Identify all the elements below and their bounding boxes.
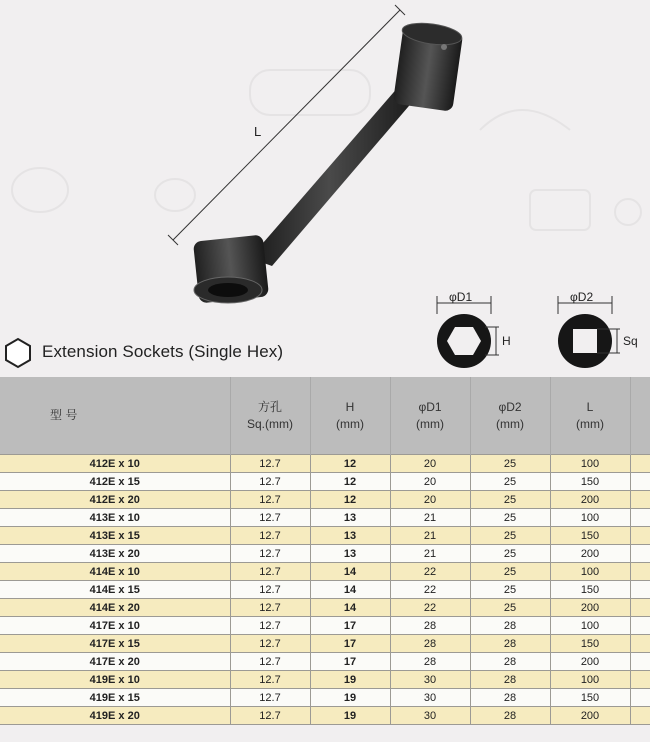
header-sq: 方孔 Sq.(mm) — [230, 377, 310, 455]
cell-l: 200 — [550, 653, 630, 671]
cell-l: 150 — [550, 527, 630, 545]
cell-model: 419E x 20 — [0, 707, 230, 725]
cell-d1: 22 — [390, 563, 470, 581]
table-row — [0, 617, 650, 635]
cell-l: 150 — [550, 689, 630, 707]
cell-sq: 12.7 — [230, 581, 310, 599]
cell-sq: 12.7 — [230, 527, 310, 545]
table-row — [0, 689, 650, 707]
cell-d1: 28 — [390, 617, 470, 635]
cell-d1: 21 — [390, 527, 470, 545]
hex-height-label: H — [502, 334, 511, 348]
cell-spacer — [630, 689, 650, 707]
section-title-text: Extension Sockets (Single Hex) — [42, 342, 284, 361]
cell-model: 414E x 20 — [0, 599, 230, 617]
cell-l: 100 — [550, 509, 630, 527]
background-watermark — [12, 70, 641, 230]
table-row — [0, 527, 650, 545]
cell-l: 100 — [550, 563, 630, 581]
cell-d2: 28 — [470, 635, 550, 653]
cell-sq: 12.7 — [230, 545, 310, 563]
cell-spacer — [630, 581, 650, 599]
cell-spacer — [630, 617, 650, 635]
cell-d1: 20 — [390, 473, 470, 491]
cell-spacer — [630, 599, 650, 617]
cell-sq: 12.7 — [230, 491, 310, 509]
cell-d1: 20 — [390, 491, 470, 509]
cell-sq: 12.7 — [230, 599, 310, 617]
cell-d1: 20 — [390, 455, 470, 473]
table-row — [0, 581, 650, 599]
cell-l: 150 — [550, 635, 630, 653]
hex-section-diagram — [437, 296, 499, 368]
square-size-label: Sq — [623, 334, 638, 348]
cell-model: 413E x 20 — [0, 545, 230, 563]
header-d2: φD2 (mm) — [470, 377, 550, 455]
cell-h: 12 — [310, 491, 390, 509]
header-d1: φD1 (mm) — [390, 377, 470, 455]
cell-d2: 25 — [470, 509, 550, 527]
header-h: H (mm) — [310, 377, 390, 455]
cell-l: 200 — [550, 707, 630, 725]
table-row — [0, 509, 650, 527]
cell-model: 417E x 10 — [0, 617, 230, 635]
cell-h: 17 — [310, 635, 390, 653]
header-model: 型 号 — [0, 377, 230, 455]
cell-model: 412E x 10 — [0, 455, 230, 473]
table-row — [0, 563, 650, 581]
cell-d2: 28 — [470, 617, 550, 635]
cell-spacer — [630, 671, 650, 689]
cell-sq: 12.7 — [230, 707, 310, 725]
cell-l: 100 — [550, 671, 630, 689]
cell-d2: 25 — [470, 455, 550, 473]
cell-model: 412E x 15 — [0, 473, 230, 491]
cell-h: 17 — [310, 653, 390, 671]
cell-spacer — [630, 491, 650, 509]
cell-spacer — [630, 455, 650, 473]
cell-d1: 21 — [390, 545, 470, 563]
cell-spacer — [630, 635, 650, 653]
cell-sq: 12.7 — [230, 617, 310, 635]
cell-sq: 12.7 — [230, 689, 310, 707]
table-row — [0, 455, 650, 473]
cell-d2: 28 — [470, 689, 550, 707]
cell-h: 19 — [310, 707, 390, 725]
cell-model: 419E x 15 — [0, 689, 230, 707]
header-spacer — [630, 377, 650, 455]
cell-spacer — [630, 653, 650, 671]
cell-spacer — [630, 563, 650, 581]
cell-d2: 25 — [470, 563, 550, 581]
cell-h: 14 — [310, 563, 390, 581]
cell-spacer — [630, 707, 650, 725]
table-row — [0, 599, 650, 617]
table-header-row — [0, 377, 650, 455]
table-row — [0, 707, 650, 725]
cell-d2: 25 — [470, 473, 550, 491]
cell-h: 19 — [310, 689, 390, 707]
cell-h: 13 — [310, 527, 390, 545]
cell-d2: 28 — [470, 671, 550, 689]
cell-spacer — [630, 509, 650, 527]
cell-l: 200 — [550, 599, 630, 617]
cell-l: 200 — [550, 545, 630, 563]
table-row — [0, 671, 650, 689]
cell-model: 413E x 15 — [0, 527, 230, 545]
table-row — [0, 653, 650, 671]
spec-table-container — [0, 377, 650, 742]
cell-d1: 28 — [390, 635, 470, 653]
table-row — [0, 635, 650, 653]
cell-d1: 30 — [390, 689, 470, 707]
cell-d2: 25 — [470, 527, 550, 545]
cell-model: 414E x 15 — [0, 581, 230, 599]
cell-spacer — [630, 527, 650, 545]
cell-sq: 12.7 — [230, 509, 310, 527]
cell-model: 417E x 15 — [0, 635, 230, 653]
cell-h: 17 — [310, 617, 390, 635]
hex-diameter-label: φD1 — [449, 290, 473, 304]
cell-model: 417E x 20 — [0, 653, 230, 671]
cell-sq: 12.7 — [230, 671, 310, 689]
cell-l: 100 — [550, 617, 630, 635]
cell-d1: 30 — [390, 707, 470, 725]
cell-sq: 12.7 — [230, 635, 310, 653]
table-row — [0, 473, 650, 491]
cell-d1: 22 — [390, 599, 470, 617]
cell-d2: 25 — [470, 545, 550, 563]
cell-sq: 12.7 — [230, 455, 310, 473]
cell-model: 419E x 10 — [0, 671, 230, 689]
cell-l: 100 — [550, 455, 630, 473]
socket-tool — [193, 20, 463, 304]
cell-d1: 28 — [390, 653, 470, 671]
length-label: L — [254, 124, 262, 139]
cell-h: 19 — [310, 671, 390, 689]
spec-table — [0, 377, 650, 725]
cell-d2: 25 — [470, 491, 550, 509]
cell-d2: 28 — [470, 653, 550, 671]
table-row — [0, 491, 650, 509]
cell-h: 12 — [310, 473, 390, 491]
table-row — [0, 545, 650, 563]
cell-d2: 25 — [470, 599, 550, 617]
cell-d1: 22 — [390, 581, 470, 599]
section-title — [6, 342, 283, 362]
cell-spacer — [630, 545, 650, 563]
square-diameter-label: φD2 — [570, 290, 594, 304]
cell-model: 412E x 20 — [0, 491, 230, 509]
cell-d2: 28 — [470, 707, 550, 725]
cell-d1: 21 — [390, 509, 470, 527]
cell-l: 200 — [550, 491, 630, 509]
cell-h: 13 — [310, 509, 390, 527]
cell-model: 413E x 10 — [0, 509, 230, 527]
cell-spacer — [630, 473, 650, 491]
cell-h: 13 — [310, 545, 390, 563]
cell-model: 414E x 10 — [0, 563, 230, 581]
cell-h: 14 — [310, 599, 390, 617]
cell-sq: 12.7 — [230, 653, 310, 671]
cell-d1: 30 — [390, 671, 470, 689]
cell-d2: 25 — [470, 581, 550, 599]
header-l: L (mm) — [550, 377, 630, 455]
cell-sq: 12.7 — [230, 563, 310, 581]
cell-h: 12 — [310, 455, 390, 473]
cell-l: 150 — [550, 581, 630, 599]
cell-h: 14 — [310, 581, 390, 599]
cell-l: 150 — [550, 473, 630, 491]
cell-sq: 12.7 — [230, 473, 310, 491]
square-section-diagram — [558, 296, 620, 368]
